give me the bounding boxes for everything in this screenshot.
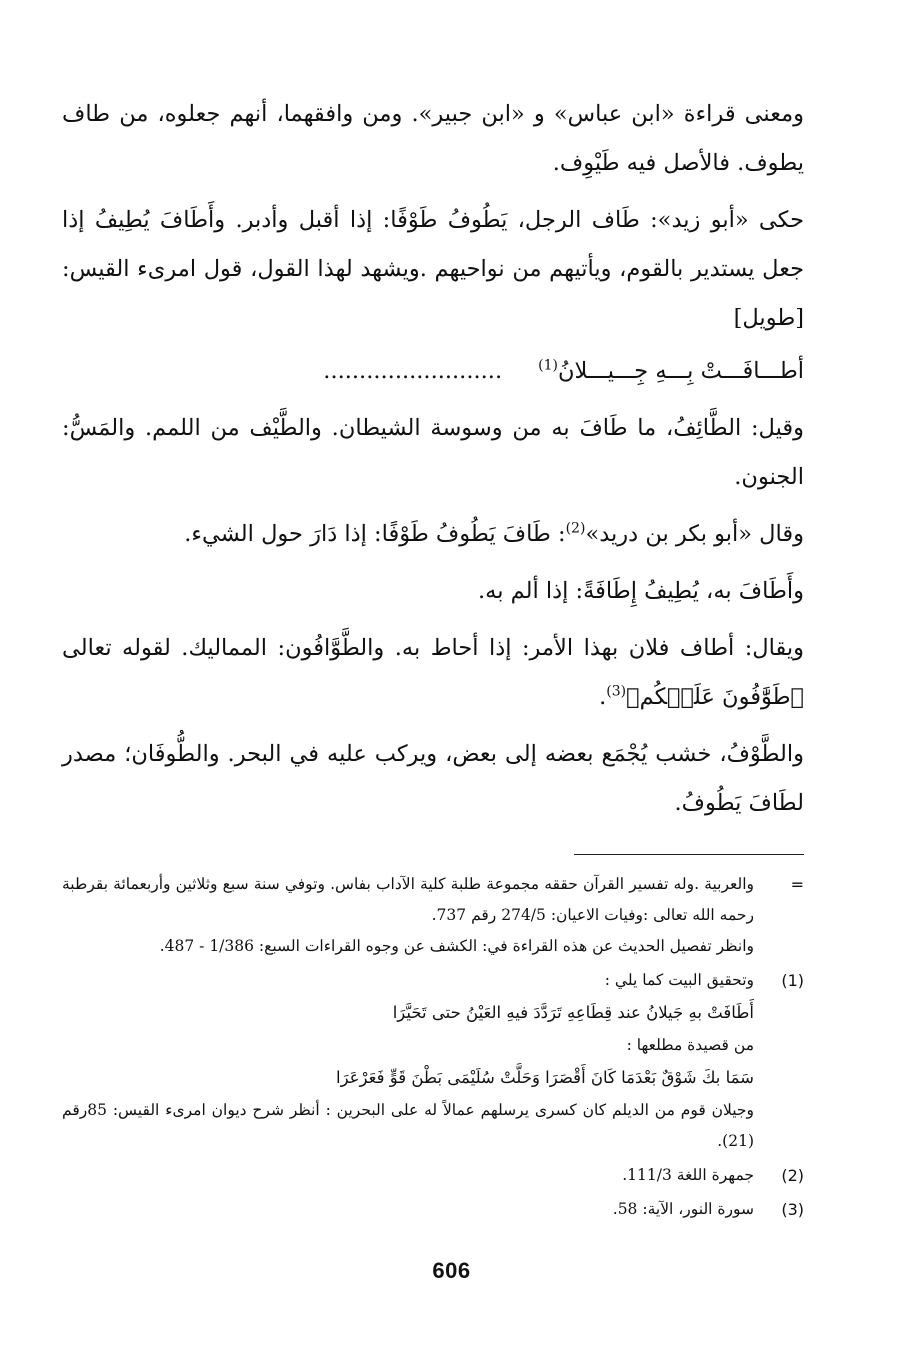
footnote-line: وانظر تفصيل الحديث عن هذه القراءة في: الكشف عن وجوه القراءات السبع: 1/386 - 487. bbox=[159, 937, 754, 955]
footnote-line: والعربية .وله تفسير القرآن حققه مجموعة طلبة كلية الآداب بفاس. وتوفي سنة سبع وثلاثين وأربعمائة بقرطبة رحمه الله تعالى :وفيات الاعيان: 274/5 رقم 737. bbox=[62, 875, 754, 924]
footnote-1 bbox=[62, 965, 804, 1157]
footnote-mark: (3) bbox=[781, 1200, 804, 1219]
paragraph: وأَطَافَ به، يُطِيفُ إِطَافَةً: إذا ألم به. bbox=[478, 578, 804, 604]
footnote-mark: (1) bbox=[781, 971, 804, 990]
footnote-continuation bbox=[62, 869, 804, 962]
poem-verse: أَطَافَتْ بهِ جَيلانُ عند قِطَاعِهِ تَرَدَّدَ فيهِ العَيْنُ حتى تَحَيَّرَا bbox=[392, 1003, 754, 1022]
footnote-body bbox=[62, 869, 754, 962]
footnote-mark: (2) bbox=[781, 1166, 804, 1185]
verse-ellipsis: ......................... bbox=[323, 358, 503, 384]
footnote-2 bbox=[62, 1160, 804, 1191]
footnote-mark: = bbox=[790, 875, 804, 894]
paragraph: والطَّوْفُ، خشب يُجْمَع بعضه إلى بعض، ويركب عليه في البحر. والطُّوفَان؛ مصدر لطَافَ يَطُوفُ. bbox=[62, 741, 804, 816]
paragraph bbox=[62, 624, 804, 722]
footnote-body bbox=[62, 965, 754, 1157]
paragraph bbox=[62, 510, 804, 559]
footnote-line: وجيلان قوم من الديلم كان كسرى يرسلهم عمالاً له على البحرين : أنظر شرح ديوان امرىء القيس: 85رقم (21). bbox=[62, 1101, 754, 1150]
footnote-3 bbox=[62, 1194, 804, 1225]
paragraph: ومعنى قراءة «ابن عباس» و «ابن جبير». ومن وافقهما، أنهم جعلوه، من طاف يطوف. فالأصل فيه طَيْوِف. bbox=[62, 101, 804, 176]
footnote-line: من قصيدة مطلعها : bbox=[626, 1036, 754, 1054]
footnotes bbox=[62, 869, 804, 1225]
paragraph: وقيل: الطَّائِفُ، ما طَافَ به من وسوسة الشيطان. والطَّيْف من اللمم. والمَسُّ: الجنون. bbox=[62, 415, 804, 490]
paragraph-text: : طَافَ يَطُوفُ طَوْفًا: إذا دَارَ حول الشيء. bbox=[184, 521, 566, 547]
paragraph-text: وقال «أبو بكر بن دريد» bbox=[585, 521, 804, 547]
footnote-ref[interactable]: (2) bbox=[565, 520, 586, 537]
footnote-separator bbox=[574, 854, 804, 855]
footnote-ref[interactable]: (1) bbox=[538, 357, 558, 374]
paragraph-text: ويقال: أطاف فلان بهذا الأمر: إذا أحاط به. والطَّوَّافُون: المماليك. لقوله تعالى ﴿طَوَّٰفُونَ عَلَيۡكُم﴾ bbox=[62, 635, 804, 710]
paragraph: حكى «أبو زيد»: طَاف الرجل، يَطُوفُ طَوْفًا: إذا أقبل وأدبر. وأَطَافَ يُطِيفُ إذا جعل يستدير بالقوم، ويأتيهم من نواحيهم .ويشهد لهذا القول، قول امرىء القيس: [طويل] bbox=[62, 207, 804, 331]
main-text bbox=[62, 90, 804, 828]
page-number: 606 bbox=[432, 1258, 471, 1283]
poem-verse: سَمَا بكَ شَوْقٌ بَعْدَمَا كَانَ أَقْصَرَا وَحَلَّتْ سُلَيْمَى بَطْنَ قَوٍّ فَعَرْعَرَا bbox=[335, 1068, 754, 1087]
paragraph-text: . bbox=[599, 684, 607, 710]
footnote-body: سورة النور، الآية: 58. bbox=[612, 1200, 754, 1218]
page-content bbox=[62, 90, 804, 1228]
verse-text: أطـــافَـــتْ بِـــهِ جِـــيـــلانُ bbox=[557, 358, 804, 384]
verse-line bbox=[62, 347, 804, 396]
footnote-body: جمهرة اللغة 111/3. bbox=[622, 1166, 754, 1184]
footnote-ref[interactable]: (3) bbox=[606, 683, 627, 700]
footnote-line: وتحقيق البيت كما يلي : bbox=[604, 971, 754, 989]
